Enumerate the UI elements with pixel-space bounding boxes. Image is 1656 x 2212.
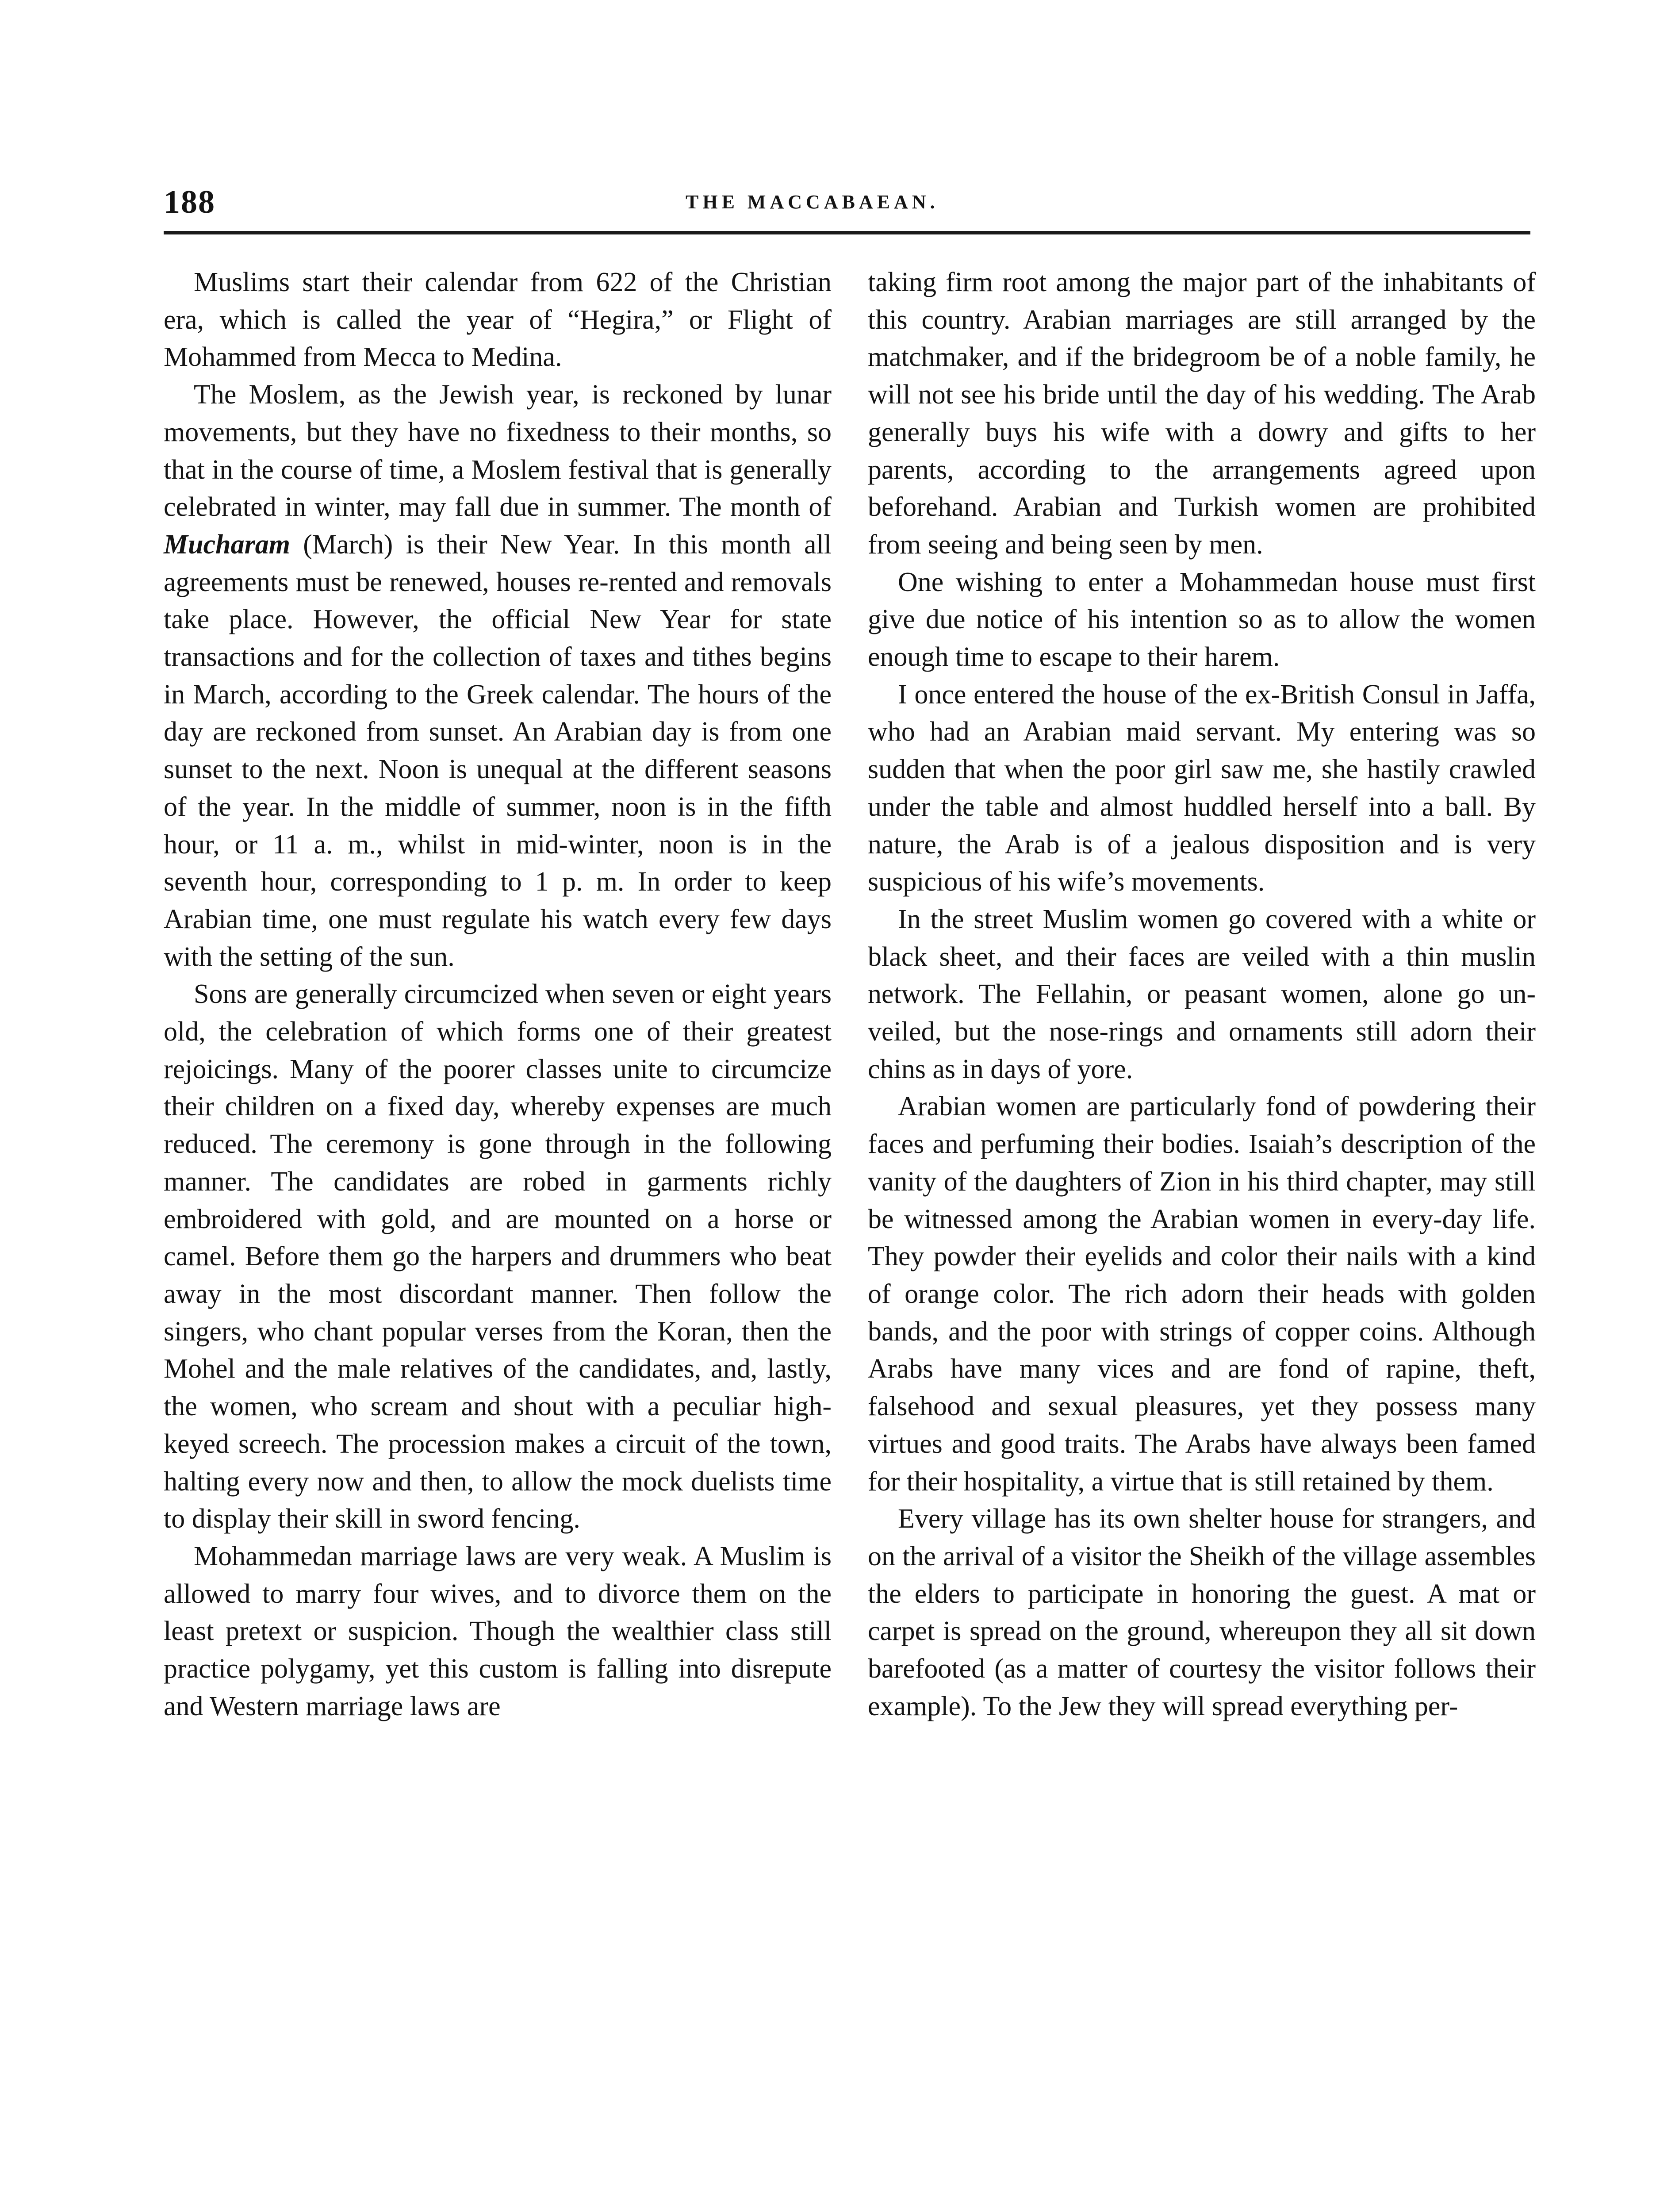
right-column — [868, 264, 1536, 1725]
left-column — [164, 264, 832, 1725]
paragraph-street-dress: In the street Muslim women go covered with a white or black sheet, and their faces are veiled with a thin muslin network. The Fellahin, or peasant women, alone go unveiled, but the nose-rings and ornaments still adorn their chins as in days of yore. — [868, 904, 1536, 1084]
paragraph-lunar-calendar-rest: (March) is their New Year. In this month all agreements must be renewed, houses re-rented and removals take place. However, the official New Year for state transactions and for the collection of taxes and tithes begins in March, according to the Greek calendar. The hours of the day are reckoned from sunset. An Arabian day is from one sunset to the next. Noon is unequal at the different seasons of the year. In the middle of summer, noon is in the fifth hour, or 11 a. m., whilst in mid-winter, noon is in the seventh hour, corresponding to 1 p. m. In order to keep Arabian time, one must regulate his watch every few days with the setting of the sun. — [164, 529, 832, 972]
paragraph-hospitality: Every village has its own shelter house for strangers, and on the arrival of a visitor the Sheikh of the village assembles the elders to participate in honoring the guest. A mat or carpet is spread on the ground, whereupon they all sit down barefooted (as a matter of courtesy the visitor follows their example). To the Jew they will spread everything per- — [868, 1504, 1536, 1721]
header-rule — [164, 231, 1530, 234]
paragraph-house-visit: One wishing to enter a Mohammedan house must first give due notice of his intention so as to allow the women enough time to escape to their harem. — [868, 567, 1536, 672]
paragraph-jaffa-anecdote: I once entered the house of the ex-British Consul in Jaffa, who had an Arabian maid servant. My entering was so sudden that when the poor girl saw me, she hastily crawled under the table and almost huddled herself into a ball. By nature, the Arab is of a jealous disposition and is very suspicious of his wife’s movements. — [868, 679, 1536, 897]
paragraph-marriage-continued: taking firm root among the major part of the inhabitants of this country. Arabian marriages are still arranged by the matchmaker, and if the bridegroom be of a noble family, he will not see his bride until the day of his wedding. The Arab generally buys his wife with a dowry and gifts to her parents, according to the arrangements agreed upon beforehand. Arabian and Turkish women are prohibited from seeing and being seen by men. — [868, 267, 1536, 560]
running-title: THE MACCABAEAN. — [686, 191, 939, 213]
paragraph-lunar-calendar-text: The Moslem, as the Jewish year, is reckoned by lunar movements, but they have no fixedness to their months, so that in the course of time, a Moslem festival that is generally celebrated in winter, may fall due in summer. The month of — [164, 380, 832, 522]
paragraph-hegira: Muslims start their calendar from 622 of the Christian era, which is called the year of “Hegira,” or Flight of Mohammed from Mecca to Medina. — [164, 267, 832, 373]
paragraph-lunar-calendar — [164, 376, 832, 975]
paragraph-marriage-laws: Mohammedan marriage laws are very weak. A Muslim is allowed to marry four wives, and to divorce them on the least pretext or suspicion. Though the wealthier class still practice polygamy, yet this custom is falling into disrepute and Western marriage laws are — [164, 1541, 832, 1721]
paragraph-cosmetics: Arabian women are particularly fond of powdering their faces and perfuming their bodies. Isaiah’s description of the vanity of the daughters of Zion in his third chapter, may still be witnessed among the Arabian women in every-day life. They powder their eyelids and color their nails with a kind of orange color. The rich adorn their heads with golden bands, and the poor with strings of copper coins. Although Arabs have many vices and are fond of rapine, theft, falsehood and sexual pleasures, yet they possess many virtues and good traits. The Arabs have always been famed for their hospitality, a virtue that is still retained by them. — [868, 1091, 1536, 1497]
page-header — [164, 184, 1530, 223]
paragraph-circumcision: Sons are generally circumcized when seven or eight years old, the celebration of which forms one of their greatest rejoicings. Many of the poorer classes unite to circumcize their children on a fixed day, whereby expenses are much reduced. The ceremony is gone through in the following manner. The candidates are robed in garments richly embroidered with gold, and are mounted on a horse or camel. Before them go the harpers and drummers who beat away in the most discordant manner. Then follow the singers, who chant popular verses from the Koran, then the Mohel and the male relatives of the candidates, and, lastly, the women, who scream and shout with a peculiar high-keyed screech. The procession makes a circuit of the town, halting every now and then, to allow the mock duelists time to display their skill in sword fencing. — [164, 979, 832, 1534]
month-name-mucharam: Mucharam — [164, 529, 290, 560]
page-number: 188 — [164, 184, 215, 220]
